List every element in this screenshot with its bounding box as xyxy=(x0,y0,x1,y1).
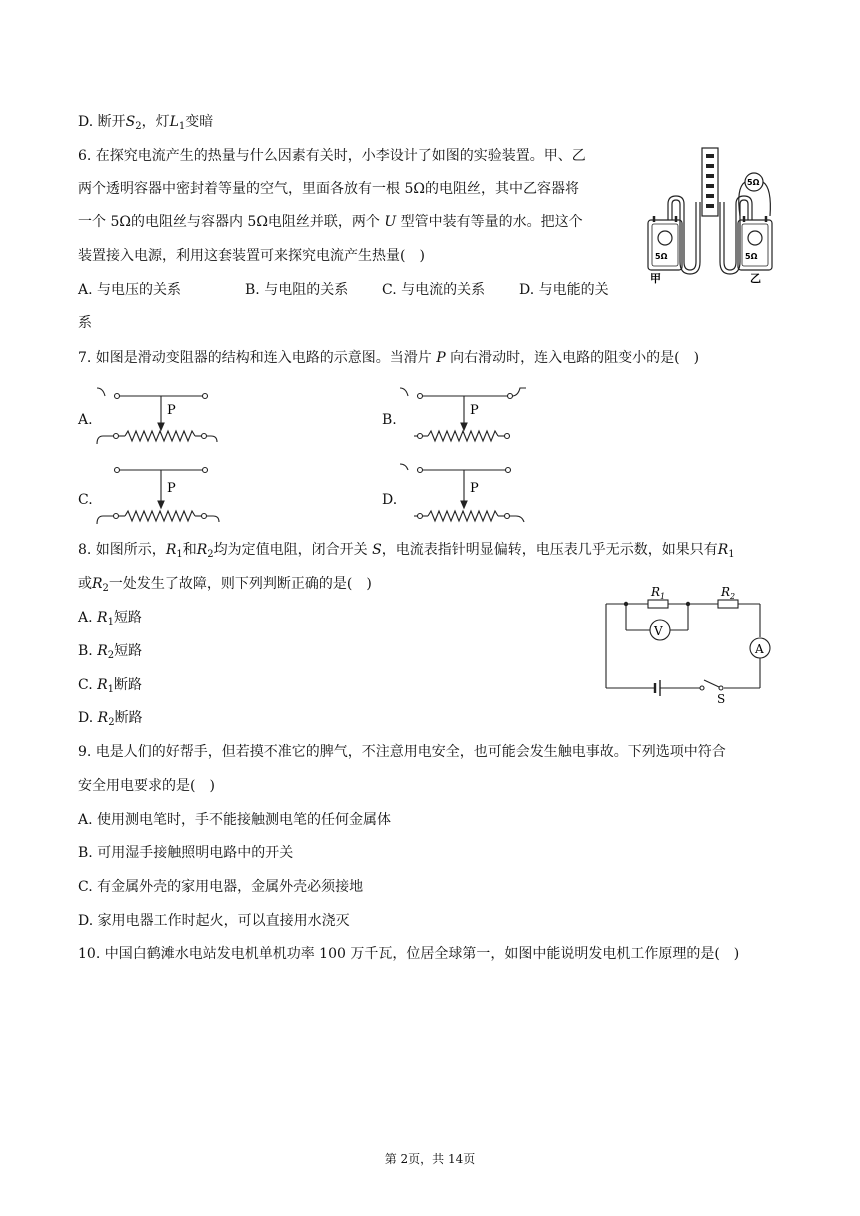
q7-option-b-label: B. xyxy=(382,412,397,428)
q8-optb-r: R xyxy=(97,643,108,659)
q7-stem xyxy=(78,348,699,368)
q8-l2-b: 一处发生了故障，则下列判断正确的是( ) xyxy=(108,576,372,592)
q7-figure-c xyxy=(95,462,227,532)
q7-figure-a xyxy=(95,382,225,452)
q6-option-d-cont: 系 xyxy=(78,315,92,331)
q8-optd-r: R xyxy=(97,710,109,726)
q8-r1-resistor xyxy=(648,600,668,608)
q6-line3-b: 型管中装有等量的水。把这个 xyxy=(396,214,583,230)
q7-stem-a: 7. 如图是滑动变阻器的结构和连入电路的示意图。当滑片 xyxy=(78,350,437,366)
q7-c-slider-label: P xyxy=(167,481,176,496)
q9-option-b: B. 可用湿手接触照明电路中的开关 xyxy=(78,845,294,861)
q9-option-a: A. 使用测电笔时，手不能接触测电笔的任何金属体 xyxy=(78,812,392,828)
q8-l1-r1-sub: 1 xyxy=(176,549,183,560)
q8-opta-sub: 1 xyxy=(107,617,114,628)
q8-optd-pre: D. xyxy=(78,710,98,726)
q8-optb-pre: B. xyxy=(78,643,98,659)
q8-r2-resistor xyxy=(718,600,738,608)
q6-line3-a: 一个 5Ω的电阻丝与容器内 5Ω电阻丝并联，两个 xyxy=(78,214,385,230)
q8-circuit-figure xyxy=(600,582,772,704)
q8-optc-pre: C. xyxy=(78,677,98,693)
page-footer: 第 2页，共 14页 xyxy=(384,1152,476,1166)
q5-optd-l: L xyxy=(169,114,179,130)
q7-figure-b xyxy=(398,382,530,452)
q5-optd-s-sub: 2 xyxy=(135,121,142,132)
q8-l2-r2: R xyxy=(92,576,103,592)
q6-option-b: B. 与电阻的关系 xyxy=(245,282,349,298)
q8-optc-sub: 1 xyxy=(107,684,115,695)
q6-stem-line4: 装置接入电源，利用这套装置可来探究电流产生热量( ) xyxy=(78,248,425,264)
q8-opta-pre: A. xyxy=(78,610,98,626)
q6-stem-line2: 两个透明容器中密封着等量的空气，里面各放有一根 5Ω的电阻丝，其中乙容器将 xyxy=(78,181,579,197)
q6-left-res-label: 5Ω xyxy=(655,252,668,261)
q8-option-d xyxy=(78,708,143,728)
q7-d-slider-label: P xyxy=(470,481,479,496)
q7-stem-p: P xyxy=(436,350,446,366)
q8-l1-s: S xyxy=(372,542,382,558)
q8-l1-r2: R xyxy=(196,542,208,558)
q8-l1-c: ，电流表指针明显偏转，电压表几乎无示数，如果只有 xyxy=(381,542,718,558)
q9-option-d: D. 家用电器工作时起火，可以直接用水浇灭 xyxy=(78,913,350,929)
q8-optd-suf: 断路 xyxy=(114,710,143,726)
q9-stem-line1: 9. 电是人们的好帮手，但若摸不准它的脾气，不注意用电安全，也可能会发生触电事故。下列选项中符合 xyxy=(78,744,726,760)
q8-optb-suf: 短路 xyxy=(114,643,143,659)
q5-optd-mid: ，灯 xyxy=(141,114,170,130)
q8-optc-r: R xyxy=(97,677,108,693)
q7-option-d-label: D. xyxy=(382,492,398,508)
q8-fig-r1: $R_1$ xyxy=(651,585,666,601)
q8-l1-a: 8. 如图所示， xyxy=(78,542,166,558)
q9-option-c: C. 有金属外壳的家用电器，金属外壳必须接地 xyxy=(78,879,364,895)
q8-fig-v: V xyxy=(654,624,663,638)
q8-l1-r1: R xyxy=(165,542,177,558)
q8-l1-r1b: R xyxy=(717,542,729,558)
q6-apparatus-figure xyxy=(640,142,790,285)
q8-stem-line2 xyxy=(78,574,372,594)
q6-option-d: D. 与电能的关 xyxy=(519,282,609,298)
q8-optd-sub: 2 xyxy=(108,717,115,728)
q8-l1-r2-sub: 2 xyxy=(207,549,214,560)
q8-opta-suf: 短路 xyxy=(113,610,142,626)
q8-option-b xyxy=(78,641,142,661)
q7-option-c-label: C. xyxy=(78,492,93,508)
q8-option-a xyxy=(78,608,142,628)
q8-optb-sub: 2 xyxy=(107,650,115,661)
q8-l1-b: 均为定值电阻，闭合开关 xyxy=(213,542,373,558)
q8-l1-and: 和 xyxy=(182,542,197,558)
q8-optc-suf: 断路 xyxy=(114,677,143,693)
q8-stem-line1 xyxy=(78,540,735,560)
q6-right-res-label: 5Ω xyxy=(745,252,758,261)
q7-b-slider-label: P xyxy=(470,403,479,418)
q7-a-slider-label: P xyxy=(167,403,176,418)
q8-fig-r2: $R_2$ xyxy=(721,585,736,601)
q5-optd-prefix: D. 断开 xyxy=(78,114,126,130)
q7-stem-b: 向右滑动时，连入电路的阻变小的是( ) xyxy=(445,350,700,366)
q6-option-a: A. 与电压的关系 xyxy=(78,282,182,298)
q7-figure-d xyxy=(398,462,532,532)
q7-option-a-label: A. xyxy=(78,412,93,428)
q8-fig-a: A xyxy=(755,642,764,656)
q8-option-c xyxy=(78,675,142,695)
q8-l1-r1b-sub: 1 xyxy=(728,549,735,560)
q6-left-container-label: 甲 xyxy=(650,272,661,285)
q6-stem-line3 xyxy=(78,212,583,232)
q10-stem: 10. 中国白鹤滩水电站发电机单机功率 100 万千瓦，位居全球第一，如图中能说明发电机工作原理的是( ) xyxy=(78,946,740,962)
q8-fig-s: S xyxy=(717,692,726,706)
q6-stem-line1: 6. 在探究电流产生的热量与什么因素有关时，小李设计了如图的实验装置。甲、乙 xyxy=(78,148,586,164)
q8-l2-a: 或 xyxy=(78,576,92,592)
q5-option-d xyxy=(78,112,213,132)
q9-stem-line2: 安全用电要求的是( ) xyxy=(78,778,215,794)
q5-optd-s: S xyxy=(125,114,136,130)
q6-right-container-label: 乙 xyxy=(750,272,761,285)
q8-l2-r2-sub: 2 xyxy=(102,583,109,594)
q5-optd-suffix: 变暗 xyxy=(185,114,214,130)
q6-top-res-label: 5Ω xyxy=(747,178,760,187)
q8-opta-r: R xyxy=(97,610,108,626)
q5-optd-l-sub: 1 xyxy=(178,121,186,132)
q6-line3-u: U xyxy=(384,214,397,230)
q6-option-c: C. 与电流的关系 xyxy=(382,282,486,298)
